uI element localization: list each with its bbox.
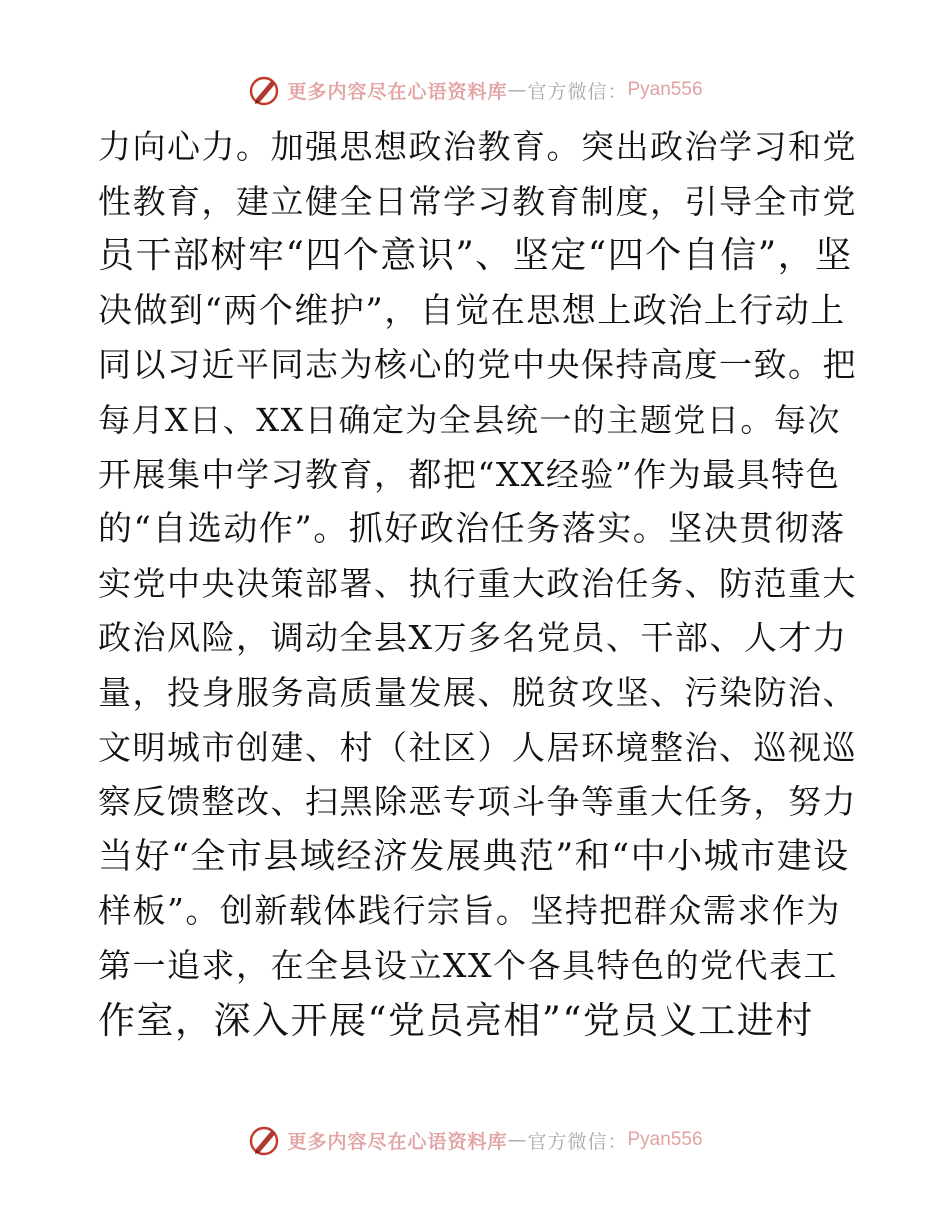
document-body	[98, 120, 858, 1048]
text-line: 量，投身服务高质量发展、脱贫攻坚、污染防治、	[98, 672, 857, 712]
watermark-main-text: 更多内容尽在心语资料库	[287, 80, 508, 103]
text-line: 的“自选动作”。抓好政治任务落实。坚决贯彻落	[98, 509, 846, 550]
watermark-wechat-id: Pyan556	[627, 1129, 703, 1150]
watermark-label: 官方微信：	[527, 1130, 628, 1153]
text-line: 开展集中学习教育，都把“XX经验”作为最具特色	[98, 454, 841, 494]
text-line: 每月X日、XX日确定为全县统一的主题党日。每次	[98, 400, 841, 439]
text-line: 实党中央决策部署、执行重大政治任务、防范重大	[98, 563, 857, 603]
text-line: 作室，深入开展“党员亮相”“党员义工进村	[98, 998, 814, 1042]
pen-logo-icon	[247, 72, 283, 108]
text-line: 第一追求，在全县设立XX个各具特色的党代表工	[98, 945, 838, 985]
text-line: 员干部树牢“四个意识”、坚定“四个自信”，坚	[98, 235, 853, 277]
watermark-dash: —	[507, 79, 528, 101]
text-line: 力向心力。加强思想政治教育。突出政治学习和党	[98, 127, 857, 166]
text-line: 样板”。创新载体践行宗旨。坚持把群众需求作为	[98, 891, 841, 931]
text-line: 政治风险，调动全县X万多名党员、干部、人才力	[98, 618, 848, 658]
watermark-header	[0, 70, 950, 110]
pen-logo-icon	[247, 1122, 283, 1158]
watermark-dash: —	[507, 1129, 528, 1151]
watermark-main-text: 更多内容尽在心语资料库	[287, 1130, 508, 1153]
watermark-footer	[0, 1120, 950, 1160]
watermark-wechat-id: Pyan556	[627, 79, 703, 100]
text-line: 同以习近平同志为核心的党中央保持高度一致。把	[98, 345, 857, 385]
text-line: 当好“全市县域经济发展典范”和“中小城市建设	[98, 836, 850, 877]
watermark-label: 官方微信：	[527, 80, 628, 103]
text-line: 文明城市创建、村（社区）人居环境整治、巡视巡	[98, 727, 857, 767]
text-line: 性教育，建立健全日常学习教育制度，引导全市党	[98, 181, 857, 221]
text-line: 察反馈整改、扫黑除恶专项斗争等重大任务，努力	[98, 782, 857, 822]
text-line: 决做到“两个维护”，自觉在思想上政治上行动上	[98, 290, 846, 331]
